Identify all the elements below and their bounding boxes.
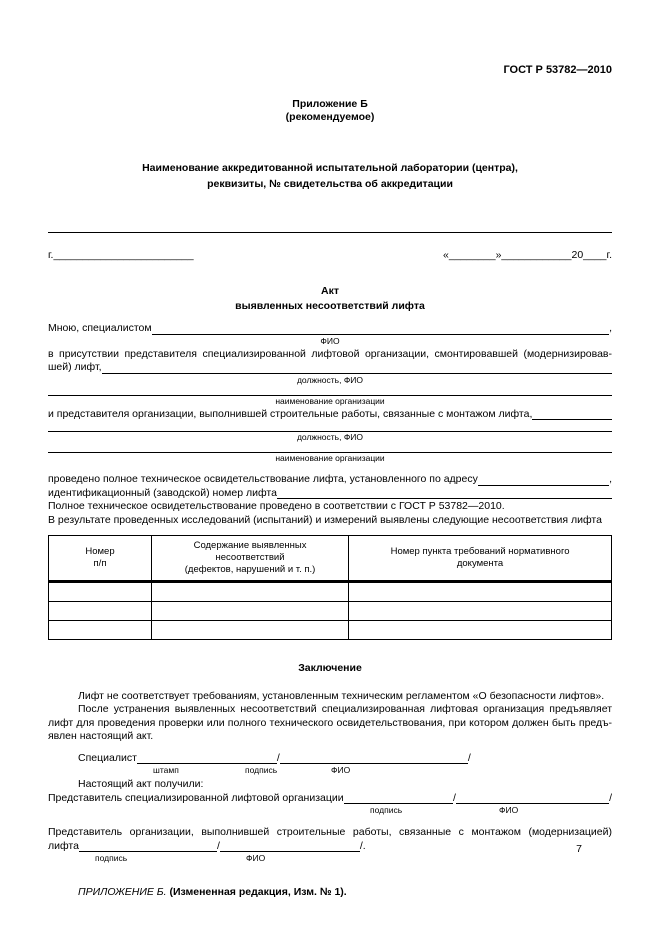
caption-position-fio-2: должность, ФИО: [296, 432, 364, 442]
caption-signature: подпись: [95, 853, 128, 863]
caption-org-name-1: наименование организации: [275, 395, 385, 406]
table-row: [49, 582, 612, 602]
appendix-reference-label: ПРИЛОЖЕНИЕ Б.: [78, 886, 167, 898]
specialist-fio-blank: [280, 753, 468, 764]
table-cell: [152, 582, 349, 602]
builder-org-rep-line2: [48, 840, 612, 854]
survey-comma: ,: [609, 473, 612, 485]
defects-table: [48, 535, 612, 640]
builder-rep-line: [48, 408, 612, 422]
caption-fio: ФИО: [499, 805, 519, 815]
special-org-rep-line: [48, 792, 612, 806]
specialist-stamp-signature-blank: [137, 753, 277, 764]
presence-line2-label: шей) лифт,: [48, 361, 102, 373]
table-cell: [49, 621, 152, 640]
table-cell: [152, 602, 349, 621]
table-cell: [49, 582, 152, 602]
table-row: [49, 602, 612, 621]
lift-number-blank: [277, 488, 612, 499]
table-cell: [349, 582, 612, 602]
caption-fio: ФИО: [246, 853, 266, 863]
slash: /: [453, 791, 456, 804]
received-heading: Настоящий акт получили:: [78, 778, 204, 790]
caption-org-name-2: наименование организации: [275, 453, 385, 463]
specialist-signature-line: [48, 752, 612, 766]
special-org-rep-captions: [48, 805, 612, 816]
slash: /: [276, 751, 280, 764]
builder-org-rep-captions: [48, 853, 612, 864]
table-cell: [49, 602, 152, 621]
special-org-rep-signature-blank: [344, 793, 453, 804]
gost-code: ГОСТ Р 53782—2010: [503, 64, 612, 76]
conclusion-p2-line3: явлен настоящий акт.: [48, 730, 154, 742]
builder-rep-blank: [532, 409, 612, 420]
caption-stamp: штамп: [153, 765, 179, 775]
col-header-content: Содержание выявленных несоответствий (дефектов, нарушений и т. п.): [152, 536, 349, 582]
lift-number-line: [48, 487, 612, 501]
specialist-signature-captions: [48, 765, 612, 776]
caption-signature: подпись: [245, 765, 278, 775]
caption-fio: ФИО: [331, 765, 351, 775]
appendix-title: Приложение Б: [292, 97, 368, 110]
lab-heading-line1: Наименование аккредитованной испытательной лаборатории (центра),: [142, 161, 518, 174]
place-date-row: [48, 249, 612, 263]
conformity-note: Полное техническое освидетельствование проведено в соответствии с ГОСТ Р 53782—2010.: [48, 500, 505, 512]
conclusion-heading: Заключение: [298, 662, 362, 674]
slash: /: [216, 839, 220, 852]
col-header-clause: Номер пункта требований нормативного документа: [349, 536, 612, 582]
city-blank: г.________________________: [48, 248, 194, 261]
presence-blank: [102, 363, 612, 374]
survey-address-blank: [478, 475, 609, 486]
survey-line: [48, 473, 612, 487]
specialist-name-line: [48, 322, 612, 336]
caption-position-fio: должность, ФИО: [296, 374, 364, 385]
page-number: 7: [576, 843, 582, 855]
caption-signature: подпись: [370, 805, 403, 815]
survey-label: проведено полное техническое освидетельствование лифта, установленного по адресу: [48, 473, 478, 485]
header-rule: [48, 232, 612, 233]
special-org-rep-label: Представитель специализированной лифтовой организации: [48, 791, 344, 804]
builder-org-rep-label: лифта: [48, 839, 79, 852]
specialist-signature-label: Специалист: [78, 751, 137, 764]
appendix-reference: [48, 886, 612, 900]
builder-org-rep-signature-blank: [79, 841, 217, 852]
trailing-comma: ,: [609, 322, 612, 334]
appendix-amendment: (Измененная редакция, Изм. № 1).: [169, 886, 347, 898]
slash: /: [609, 791, 612, 804]
act-title-line2: выявленных несоответствий лифта: [235, 300, 425, 312]
special-org-rep-fio-blank: [456, 793, 609, 804]
slash-dot: /.: [359, 839, 366, 852]
conclusion-p2-line2: лифт для проведения проверки или полного технического освидетельствования, при котором должен быть предъ-: [48, 716, 612, 729]
table-cell: [152, 621, 349, 640]
specialist-name-blank: [152, 324, 609, 335]
act-title: [48, 284, 612, 314]
lab-heading: [48, 160, 612, 192]
table-cell: [349, 621, 612, 640]
conclusion-p1: Лифт не соответствует требованиям, установленным техническим регламентом «О безопасности лифтов».: [78, 689, 605, 702]
builder-rep-label: и представителя организации, выполнившей строительные работы, связанные с монтажом лифта,: [48, 407, 533, 420]
caption-fio: ФИО: [320, 335, 340, 346]
appendix-note: (рекомендуемое): [285, 111, 375, 123]
presence-line2: [48, 361, 612, 375]
results-note: В результате проведенных исследований (испытаний) и измерений выявлены следующие несоответствия лифта: [48, 513, 602, 526]
act-title-line1: Акт: [321, 285, 339, 297]
builder-org-rep-fio-blank: [220, 841, 360, 852]
table-cell: [349, 602, 612, 621]
slash: /: [467, 751, 471, 764]
lab-heading-line2: реквизиты, № свидетельства об аккредитации: [207, 177, 453, 190]
lift-number-label: идентификационный (заводской) номер лифта: [48, 486, 277, 499]
col-header-number: Номер п/п: [49, 536, 152, 582]
presence-line1: в присутствии представителя специализированной лифтовой организации, смонтировавшей (модернизировав-: [48, 347, 612, 360]
date-blank: «________»____________20____г.: [443, 248, 612, 261]
specialist-name-label: Мною, специалистом: [48, 322, 152, 334]
conclusion-p2-line1: После устранения выявленных несоответствий специализированная лифтовая организация предъявляет: [78, 703, 612, 715]
table-row: [49, 621, 612, 640]
page-content: [48, 0, 612, 900]
defects-table-header: [49, 536, 612, 582]
builder-org-rep-line1: Представитель организации, выполнившей строительные работы, связанные с монтажом (модернизацией): [48, 826, 612, 838]
